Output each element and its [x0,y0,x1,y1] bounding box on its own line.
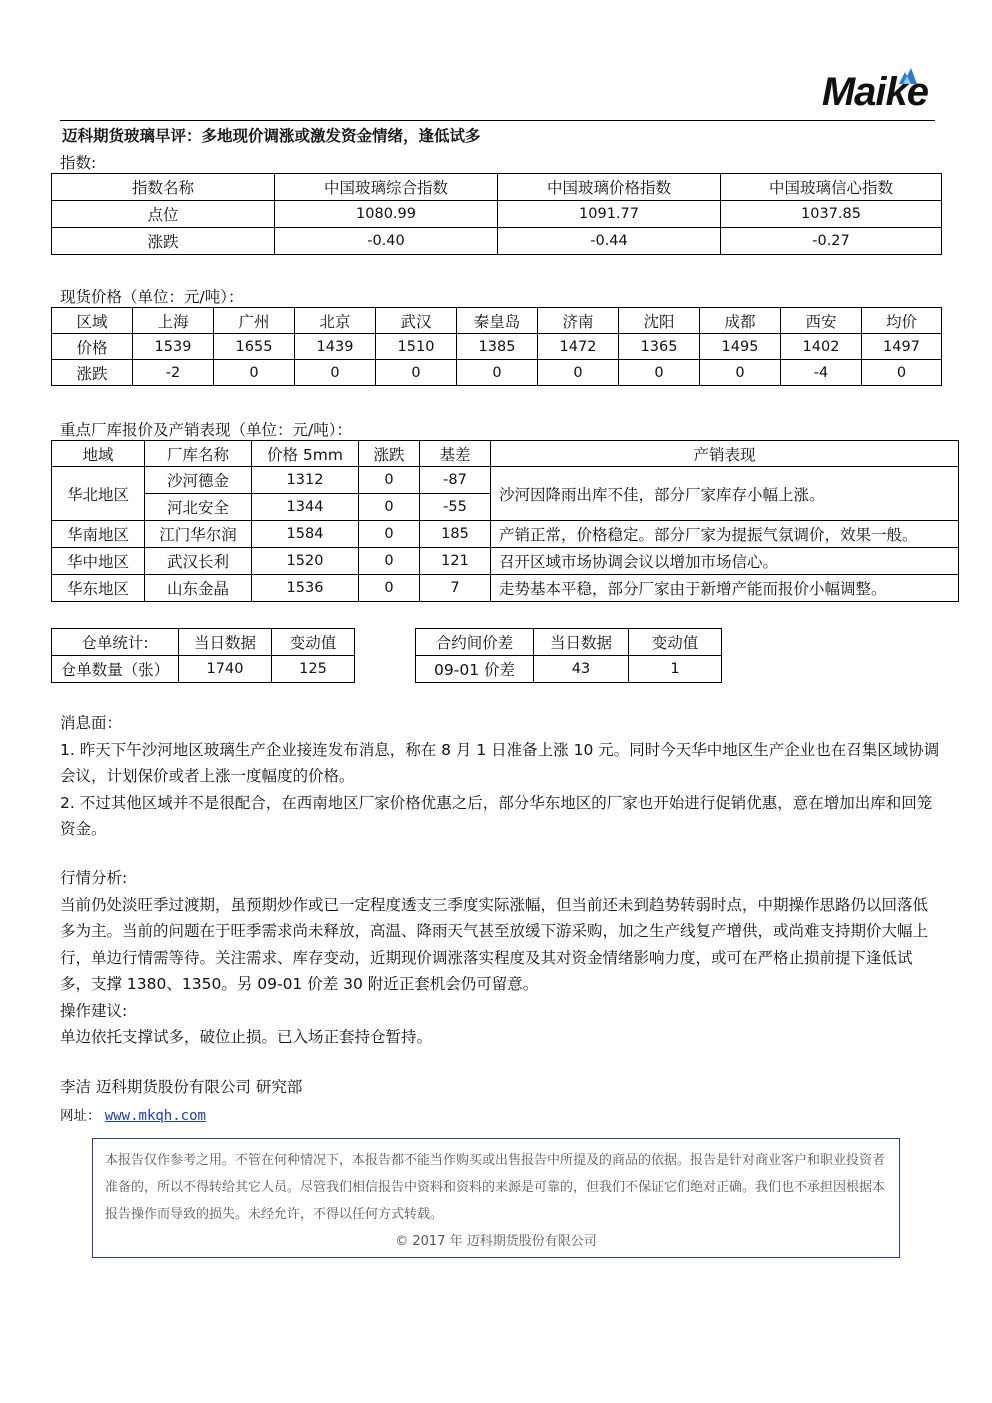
factory-header-change: 涨跌 [359,441,420,467]
spot-cell: 0 [700,360,781,386]
spot-row-label: 涨跌 [52,360,133,386]
spot-cell: 0 [862,360,942,386]
factory-change: 0 [359,521,420,548]
factory-price: 1536 [252,575,359,602]
spot-label: 现货价格（单位：元/吨）： [60,288,244,306]
factory-name: 河北安全 [145,494,252,521]
website-line [60,1104,206,1124]
spot-header-city: 北京 [295,308,376,334]
spread-table [415,628,722,683]
author-line: 李洁 迈科期货股份有限公司 研究部 [60,1078,303,1096]
index-cell: -0.27 [721,228,942,255]
report-title: 迈科期货玻璃早评：多地现价调涨或激发资金情绪，逢低试多 [62,127,481,145]
factory-note: 产销正常，价格稳定。部分厂家为提振气氛调价，效果一般。 [491,521,959,548]
index-header-composite: 中国玻璃综合指数 [275,174,498,201]
spot-cell: 1539 [133,334,214,360]
spot-header-region: 区域 [52,308,133,334]
spot-header-average: 均价 [862,308,942,334]
spot-cell: -4 [781,360,862,386]
index-cell: 1037.85 [721,201,942,228]
index-header-price: 中国玻璃价格指数 [498,174,721,201]
warrant-header: 当日数据 [179,629,272,656]
factory-change: 0 [359,575,420,602]
spot-header-city: 沈阳 [619,308,700,334]
warrant-cell: 125 [272,656,355,683]
disclaimer-box [92,1138,900,1258]
factory-change: 0 [359,494,420,521]
header-divider [60,120,935,121]
spot-cell: 0 [376,360,457,386]
factory-region: 华北地区 [52,467,145,521]
website-label: 网址： [60,1108,101,1124]
factory-header-region: 地域 [52,441,145,467]
spread-header: 变动值 [629,629,722,656]
spot-cell: 1510 [376,334,457,360]
index-label: 指数: [60,154,97,172]
factory-basis: -55 [420,494,491,521]
spot-header-city: 武汉 [376,308,457,334]
factory-basis: -87 [420,467,491,494]
copyright-text: © 2017 年 迈科期货股份有限公司 [395,1234,597,1249]
analysis-text: 当前仍处淡旺季过渡期，虽预期炒作或已一定程度透支三季度实际涨幅，但当前还未到趋势转弱时点，中期操作思路仍以回落低多为主。当前的问题在于旺季需求尚未释放，高温、降雨天气甚至放缓下游采购，加之生产线复产增供，或尚难支持期价大幅上行，单边行情需等待。关注需求、库存变动，近期现价调涨落实程度及其对资金情绪影响力度，或可在严格止损前提下逢低试多，支撑 1380、1350。另 09-01 价差 30 附近正套机会仍可留意。 [60,895,929,993]
news-item: 2. 不过其他区域并不是很配合，在西南地区厂家价格优惠之后，部分华东地区的厂家也开始进行促销优惠，意在增加出库和回笼资金。 [60,793,933,838]
analysis-label: 行情分析: [60,869,128,887]
spot-header-city: 广州 [214,308,295,334]
factory-change: 0 [359,467,420,494]
factory-header-price: 价格 5mm [252,441,359,467]
website-link[interactable]: www.mkqh.com [104,1108,206,1124]
factory-basis: 121 [420,548,491,575]
spread-row-label: 09-01 价差 [416,656,534,683]
factory-note: 沙河因降雨出库不佳，部分厂家库存小幅上涨。 [491,467,959,521]
factory-name: 江门华尔润 [145,521,252,548]
company-logo: Maike [821,70,928,114]
spot-header-city: 成都 [700,308,781,334]
spot-cell: 0 [295,360,376,386]
spot-cell: 1655 [214,334,295,360]
factory-name: 沙河德金 [145,467,252,494]
factory-name: 山东金晶 [145,575,252,602]
factory-price-table [51,440,959,602]
news-section [60,710,940,843]
factory-region: 华南地区 [52,521,145,548]
factory-price: 1520 [252,548,359,575]
warrant-header: 仓单统计: [52,629,179,656]
spread-cell: 1 [629,656,722,683]
factory-note: 走势基本平稳，部分厂家由于新增产能而报价小幅调整。 [491,575,959,602]
factory-basis: 7 [420,575,491,602]
spot-cell: 0 [457,360,538,386]
factory-basis: 185 [420,521,491,548]
disclaimer-text: 本报告仅作参考之用。不管在何种情况下，本报告都不能当作购买或出售报告中所提及的商品的依据。报告是针对商业客户和职业投资者准备的，所以不得转给其它人员。尽管我们相信报告中资料和资料的来源是可靠的，但我们不保证它们绝对正确。我们也不承担因根据本报告操作而导致的损失。未经允许，不得以任何方式转载。 [105,1153,886,1222]
analysis-section [60,865,940,1051]
advice-label: 操作建议: [60,1001,128,1020]
warrant-row-label: 仓单数量（张） [52,656,179,683]
factory-price: 1312 [252,467,359,494]
spot-cell: 0 [538,360,619,386]
factory-header-name: 厂库名称 [145,441,252,467]
factory-change: 0 [359,548,420,575]
index-cell: 1091.77 [498,201,721,228]
warrant-cell: 1740 [179,656,272,683]
index-row-label: 涨跌 [52,228,275,255]
index-cell: 1080.99 [275,201,498,228]
factory-price: 1344 [252,494,359,521]
spread-cell: 43 [534,656,629,683]
spot-cell: 0 [214,360,295,386]
spot-cell: -2 [133,360,214,386]
spot-cell: 1495 [700,334,781,360]
spot-cell: 1385 [457,334,538,360]
spot-row-label: 价格 [52,334,133,360]
spot-header-city: 济南 [538,308,619,334]
factory-label: 重点厂库报价及产销表现（单位：元/吨）： [60,421,352,439]
spread-header: 合约间价差 [416,629,534,656]
spot-cell: 1365 [619,334,700,360]
index-table [51,173,942,255]
factory-region: 华东地区 [52,575,145,602]
index-cell: -0.40 [275,228,498,255]
news-label: 消息面： [60,714,123,732]
advice-text: 单边依托支撑试多，破位止损。已入场正套持仓暂持。 [60,1028,433,1046]
spot-cell: 1402 [781,334,862,360]
spot-cell: 1497 [862,334,942,360]
spot-header-city: 秦皇岛 [457,308,538,334]
spread-header: 当日数据 [534,629,629,656]
index-header-confidence: 中国玻璃信心指数 [721,174,942,201]
index-row-label: 点位 [52,201,275,228]
factory-note: 召开区域市场协调会议以增加市场信心。 [491,548,959,575]
spot-header-city: 西安 [781,308,862,334]
spot-cell: 1439 [295,334,376,360]
spot-cell: 0 [619,360,700,386]
warrant-header: 变动值 [272,629,355,656]
index-cell: -0.44 [498,228,721,255]
spot-cell: 1472 [538,334,619,360]
spot-header-city: 上海 [133,308,214,334]
factory-name: 武汉长利 [145,548,252,575]
factory-header-basis: 基差 [420,441,491,467]
news-item: 1. 昨天下午沙河地区玻璃生产企业接连发布消息，称在 8 月 1 日准备上涨 10 元。同时今天华中地区生产企业也在召集区域协调会议，计划保价或者上涨一度幅度的价格。 [60,740,940,785]
spot-price-table [51,307,942,386]
factory-price: 1584 [252,521,359,548]
factory-header-note: 产销表现 [491,441,959,467]
factory-region: 华中地区 [52,548,145,575]
index-header-name: 指数名称 [52,174,275,201]
warrant-table [51,628,355,683]
